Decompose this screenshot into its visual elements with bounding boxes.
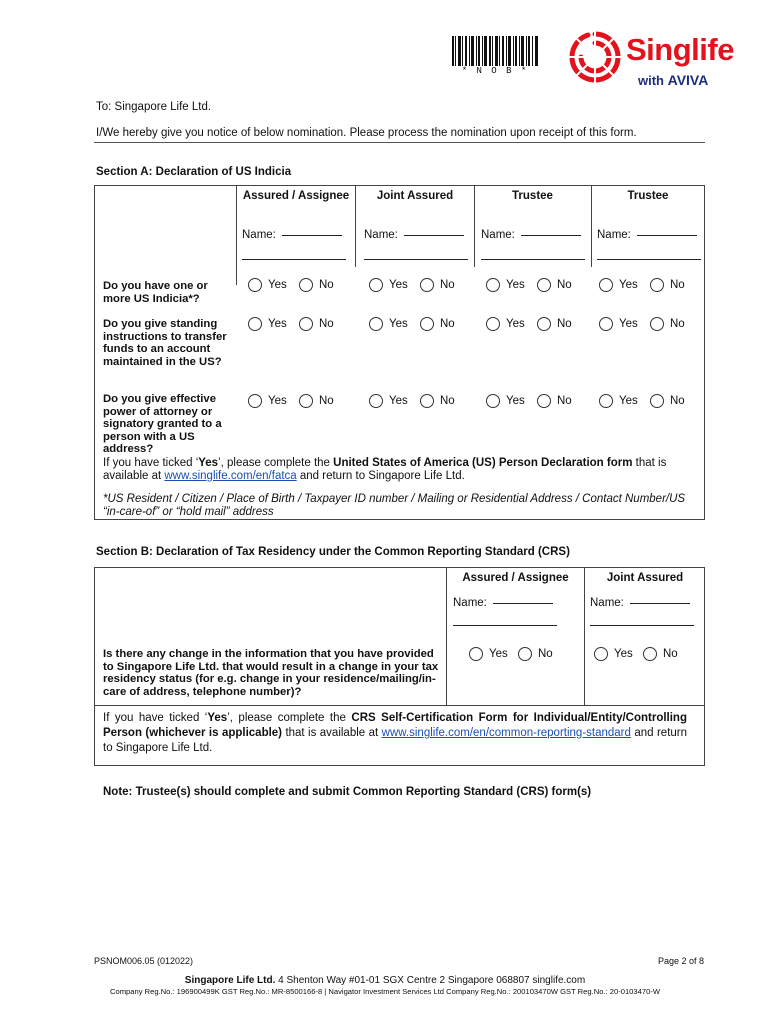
question-power-of-attorney: Do you give effective power of attorney or signatory granted to a person with a US address?	[103, 393, 222, 455]
b-joint-no[interactable]: No	[643, 647, 678, 661]
radio-icon[interactable]	[248, 317, 262, 331]
q1-joint-no[interactable]: No	[420, 278, 455, 292]
section-a-title: Section A: Declaration of US Indicia	[96, 166, 292, 178]
footer-address-text: 4 Shenton Way #01-01 SGX Centre 2 Singapore 068807 singlife.com	[278, 975, 586, 986]
q3-trustee1-no[interactable]: No	[537, 394, 572, 408]
radio-icon[interactable]	[599, 278, 613, 292]
q2-joint-no[interactable]: No	[420, 317, 455, 331]
trustee-note: Note: Trustee(s) should complete and submit Common Reporting Standard (CRS) form(s)	[103, 786, 592, 798]
radio-icon[interactable]	[537, 317, 551, 331]
radio-icon[interactable]	[486, 394, 500, 408]
q1-assured-yes[interactable]: Yes	[248, 278, 287, 292]
radio-icon[interactable]	[369, 278, 383, 292]
b-col-joint-assured: Joint Assured	[606, 572, 684, 584]
nomination-notice: I/We hereby give you notice of below nomination. Please process the nomination upon receipt of this form.	[96, 127, 637, 139]
q2-joint-yes[interactable]: Yes	[369, 317, 408, 331]
q3-assured-yes[interactable]: Yes	[248, 394, 287, 408]
barcode-caption: * N O B *	[461, 66, 529, 76]
logo-wordmark: Singlife	[626, 32, 734, 67]
crs-link[interactable]: www.singlife.com/en/common-reporting-standard	[381, 727, 631, 739]
q2-assured-yes[interactable]: Yes	[248, 317, 287, 331]
singlife-logo-mark-icon	[566, 28, 624, 86]
col-joint-assured: Joint Assured	[376, 190, 454, 202]
q3-joint-yes[interactable]: Yes	[369, 394, 408, 408]
q1-joint-yes[interactable]: Yes	[369, 278, 408, 292]
radio-icon[interactable]	[594, 647, 608, 661]
us-indicia-footnote: *US Resident / Citizen / Place of Birth / Taxpayer ID number / Mailing or Residential Address / Contact Number/US “in-care-of” or “hold mail” address	[103, 493, 686, 518]
radio-icon[interactable]	[299, 317, 313, 331]
name-field-joint[interactable]: Name:	[364, 229, 464, 241]
q3-trustee2-yes[interactable]: Yes	[599, 394, 638, 408]
radio-icon[interactable]	[537, 394, 551, 408]
barcode	[452, 36, 538, 66]
q2-trustee1-no[interactable]: No	[537, 317, 572, 331]
question-standing-instructions: Do you give standing instructions to transfer funds to an account maintained in the US?	[103, 318, 227, 368]
b-col-assured-assignee: Assured / Assignee	[462, 572, 569, 584]
radio-icon[interactable]	[248, 278, 262, 292]
section-b-note: If you have ticked ‘Yes’, please complete the CRS Self-Certification Form for Individual/Entity/Controlling Person (whichever is applicable) that is available at www.singlife.com/en/common-reporting-standard and return to Singapore Life Ltd.	[103, 712, 688, 754]
logo-aviva: AVIVA	[667, 72, 709, 88]
fatca-link[interactable]: www.singlife.com/en/fatca	[164, 470, 297, 482]
radio-icon[interactable]	[650, 394, 664, 408]
q2-assured-no[interactable]: No	[299, 317, 334, 331]
radio-icon[interactable]	[650, 317, 664, 331]
q1-trustee1-no[interactable]: No	[537, 278, 572, 292]
logo-with: with	[638, 73, 664, 88]
section-b-title: Section B: Declaration of Tax Residency under the Common Reporting Standard (CRS)	[96, 546, 570, 558]
radio-icon[interactable]	[469, 647, 483, 661]
q1-trustee2-yes[interactable]: Yes	[599, 278, 638, 292]
col-assured-assignee: Assured / Assignee	[242, 190, 350, 202]
radio-icon[interactable]	[599, 317, 613, 331]
logo-with-aviva	[638, 72, 708, 88]
q3-assured-no[interactable]: No	[299, 394, 334, 408]
radio-icon[interactable]	[369, 394, 383, 408]
singlife-logo	[566, 26, 741, 92]
b-assured-yes[interactable]: Yes	[469, 647, 508, 661]
radio-icon[interactable]	[420, 278, 434, 292]
footer-registration: Company Reg.No.: 196900499K GST Reg.No.: MR-8500166-8 | Navigator Investment Services Ltd Company Reg.No.: 200103470W GST Reg.No.: 20-0103470-W	[110, 987, 660, 996]
page-number: Page 2 of 8	[657, 956, 704, 966]
q3-trustee1-yes[interactable]: Yes	[486, 394, 525, 408]
question-crs-change: Is there any change in the information that you have provided to Singapore Life Ltd. that would result in a change in your tax residency status (for e.g. change in your residence/mailing/in-care of address, telephone number)?	[103, 648, 439, 698]
intro-divider	[94, 142, 705, 143]
radio-icon[interactable]	[420, 394, 434, 408]
q1-trustee2-no[interactable]: No	[650, 278, 685, 292]
q3-joint-no[interactable]: No	[420, 394, 455, 408]
radio-icon[interactable]	[537, 278, 551, 292]
b-name-field-assured[interactable]: Name:	[453, 597, 553, 609]
b-assured-no[interactable]: No	[518, 647, 553, 661]
radio-icon[interactable]	[643, 647, 657, 661]
col-trustee-2: Trustee	[627, 190, 669, 202]
radio-icon[interactable]	[486, 278, 500, 292]
name-field-trustee-2[interactable]: Name:	[597, 229, 697, 241]
addressee: To: Singapore Life Ltd.	[96, 101, 212, 113]
q2-trustee1-yes[interactable]: Yes	[486, 317, 525, 331]
col-trustee-1: Trustee	[512, 190, 553, 202]
q2-trustee2-yes[interactable]: Yes	[599, 317, 638, 331]
name-field-assured[interactable]: Name:	[242, 229, 342, 241]
radio-icon[interactable]	[420, 317, 434, 331]
q3-trustee2-no[interactable]: No	[650, 394, 685, 408]
radio-icon[interactable]	[369, 317, 383, 331]
footer-company: Singapore Life Ltd.	[184, 975, 276, 986]
b-joint-yes[interactable]: Yes	[594, 647, 633, 661]
question-us-indicia: Do you have one or more US Indicia*?	[103, 280, 208, 305]
b-name-field-joint[interactable]: Name:	[590, 597, 690, 609]
barcode-graphic	[452, 36, 538, 66]
radio-icon[interactable]	[299, 278, 313, 292]
section-a-note: If you have ticked ‘Yes’, please complete the United States of America (US) Person Declaration form that is available at www.singlife.com/en/fatca and return to Singapore Life Ltd.	[103, 457, 667, 482]
footer-address	[0, 975, 770, 986]
radio-icon[interactable]	[518, 647, 532, 661]
form-code: PSNOM006.05 (012022)	[94, 956, 194, 966]
radio-icon[interactable]	[248, 394, 262, 408]
radio-icon[interactable]	[486, 317, 500, 331]
q1-assured-no[interactable]: No	[299, 278, 334, 292]
name-field-trustee-1[interactable]: Name:	[481, 229, 581, 241]
q1-trustee1-yes[interactable]: Yes	[486, 278, 525, 292]
radio-icon[interactable]	[650, 278, 664, 292]
radio-icon[interactable]	[299, 394, 313, 408]
radio-icon[interactable]	[599, 394, 613, 408]
q2-trustee2-no[interactable]: No	[650, 317, 685, 331]
